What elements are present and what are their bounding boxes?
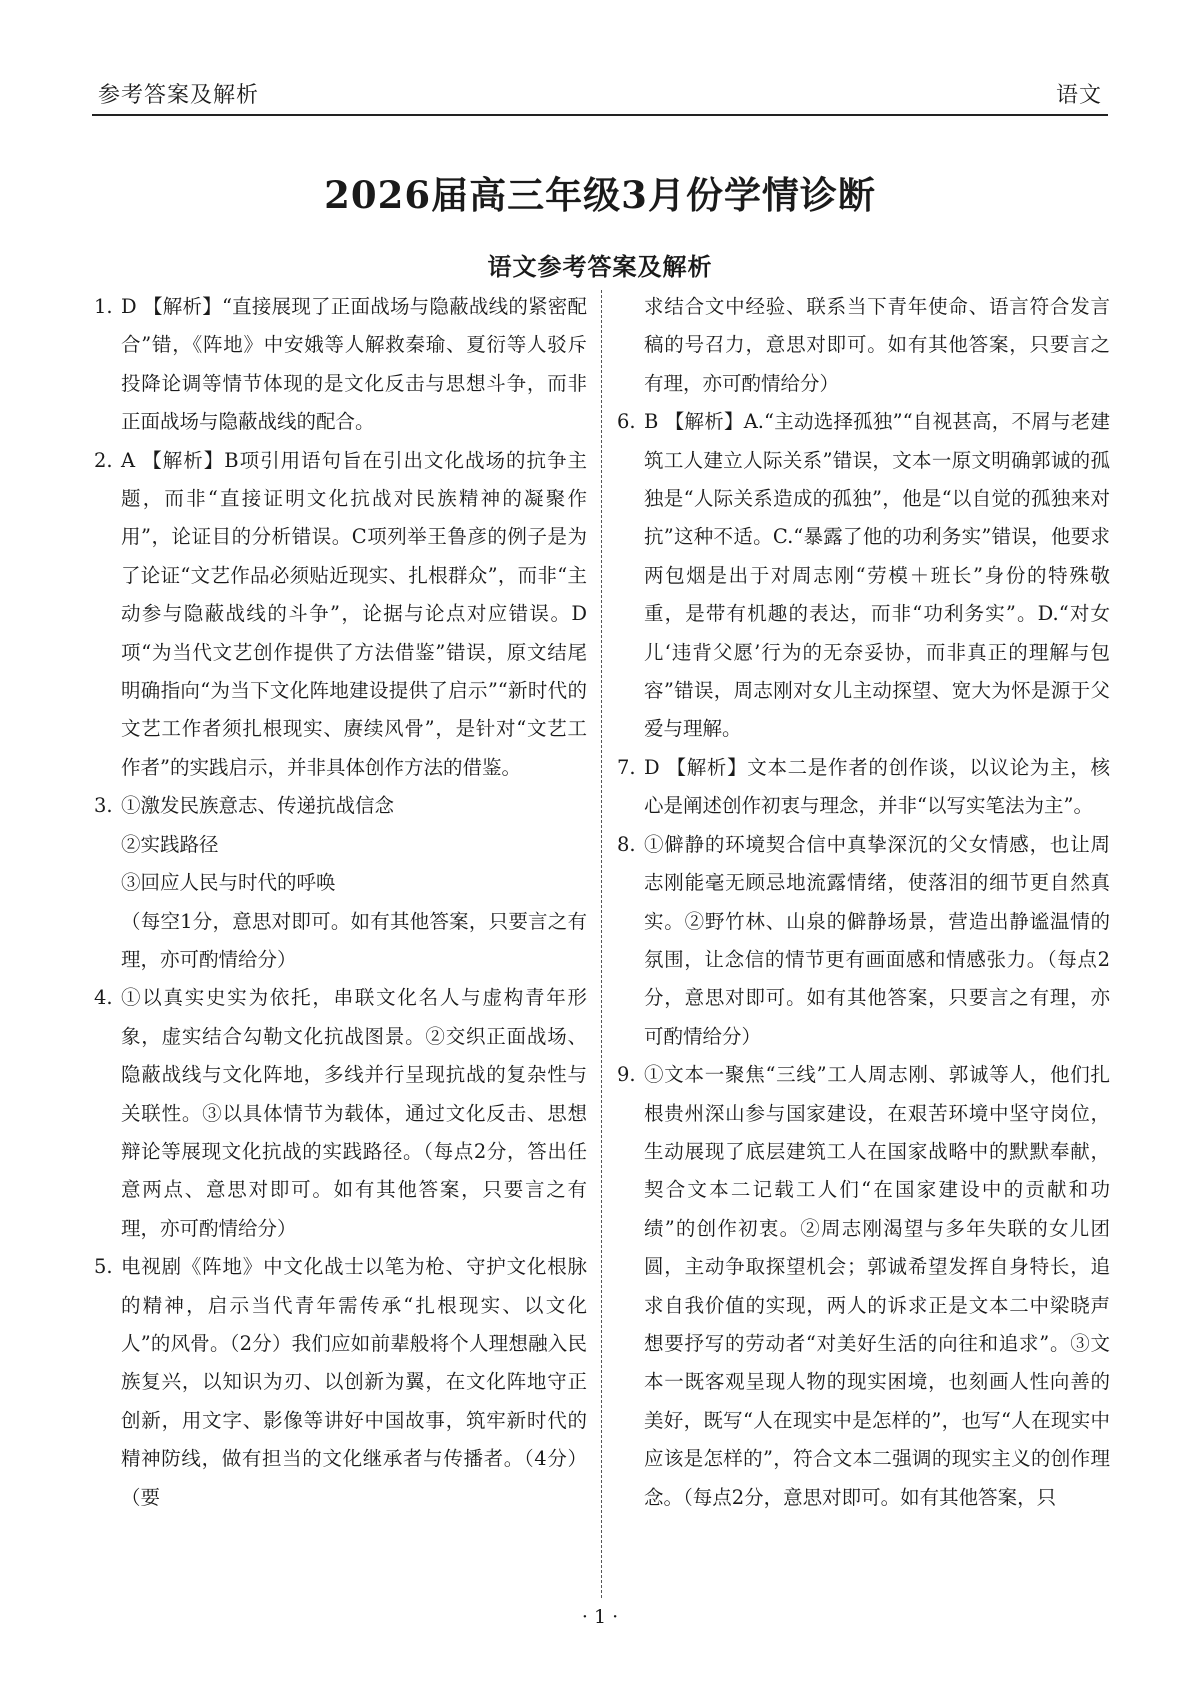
item-text: D 【解析】文本二是作者的创作谈，以议论为主，核心是阐述创作初衷与理念，并非“以写实笔法为主”。 xyxy=(644,755,1110,818)
item-number: 8. xyxy=(617,832,636,856)
item-text: ①以真实史实为依托，串联文化名人与虚构青年形象，虚实结合勾勒文化抗战图景。②交织正面战场、隐蔽战线与文化阵地，多线并行呈现抗战的复杂性与关联性。③以具体情节为载体，通过文化反击、思想辩论等展现文化抗战的实践路径。（每点2分，答出任意两点、意思对即可。如有其他答案，只要言之有理，亦可酌情给分） xyxy=(121,986,587,1240)
answer-item-5-continued xyxy=(617,288,1110,403)
item-text: A 【解析】B项引用语句旨在引出文化战场的抗争主题，而非“直接证明文化抗战对民族精神的凝聚作用”，论证目的分析错误。C项列举王鲁彦的例子是为了论证“文艺作品必须贴近现实、扎根群众”，而非“主动参与隐蔽战线的斗争”，论据与论点对应错误。D项“为当代文艺创作提供了方法借鉴”错误，原文结尾明确指向“为当下文化阵地建设提供了启示”“新时代的文艺工作者须扎根现实、赓续风骨”，是针对“文艺工作者”的实践启示，并非具体创作方法的借鉴。 xyxy=(121,448,587,779)
answer-item-7 xyxy=(617,749,1110,826)
item-number: 4. xyxy=(94,986,113,1010)
item-text: 求结合文中经验、联系当下青年使命、语言符合发言稿的号召力，意思对即可。如有其他答案，只要言之有理，亦可酌情给分） xyxy=(644,295,1110,395)
left-column xyxy=(94,288,587,1517)
item-number: 7. xyxy=(617,755,636,779)
answer-item-4 xyxy=(94,979,587,1248)
header-left-label: 参考答案及解析 xyxy=(98,83,260,108)
item-number: 9. xyxy=(617,1063,636,1087)
item-number: 3. xyxy=(94,794,113,818)
item-text: ①文本一聚焦“三线”工人周志刚、郭诚等人，他们扎根贵州深山参与国家建设，在艰苦环境中坚守岗位，生动展现了底层建筑工人在国家战略中的默默奉献，契合文本二记载工人们“在国家建设中的贡献和功绩”的创作初衷。②周志刚渴望与多年失联的女儿团圆，主动争取探望机会；郭诚希望发挥自身特长，追求自我价值的实现，两人的诉求正是文本二中梁晓声想要抒写的劳动者“对美好生活的向往和追求”。③文本一既客观呈现人物的现实困境，也刻画人性向善的美好，既写“人在现实中是怎样的”，也写“人在现实中应该是怎样的”，符合文本二强调的现实主义的创作理念。（每点2分，意思对即可。如有其他答案，只 xyxy=(644,1063,1110,1509)
item-line: ①激发民族意志、传递抗战信念 xyxy=(121,794,395,818)
right-column xyxy=(617,288,1110,1517)
exam-title: 2026届高三年级3月份学情诊断 xyxy=(324,173,876,217)
item-number: 6. xyxy=(617,410,636,434)
item-line: ③回应人民与时代的呼唤 xyxy=(121,871,336,895)
answer-item-5 xyxy=(94,1248,587,1517)
item-text: ①僻静的环境契合信中真挚深沉的父女情感，也让周志刚能毫无顾忌地流露情绪，使落泪的细节更自然真实。②野竹林、山泉的僻静场景，营造出静谧温情的氛围，让念信的情节更有画面感和情感张力。（每点2分，意思对即可。如有其他答案，只要言之有理，亦可酌情给分） xyxy=(644,832,1110,1048)
item-number: 2. xyxy=(94,448,113,472)
item-number: 1. xyxy=(94,295,113,318)
item-text: 电视剧《阵地》中文化战士以笔为枪、守护文化根脉的精神，启示当代青年需传承“扎根现实、以文化人”的风骨。（2分）我们应如前辈般将个人理想融入民族复兴，以知识为刃、以创新为翼，在文化阵地守正创新，用文字、影像等讲好中国故事，筑牢新时代的精神防线，做有担当的文化继承者与传播者。（4分）（要 xyxy=(121,1255,587,1509)
header-subject-label: 语文 xyxy=(1055,83,1102,108)
item-number: 5. xyxy=(94,1255,113,1279)
answer-item-6 xyxy=(617,403,1110,749)
item-line: ②实践路径 xyxy=(121,832,219,856)
answer-item-1 xyxy=(94,288,587,442)
header-divider xyxy=(92,114,1108,116)
page-number: · 1 · xyxy=(581,1606,619,1628)
answer-item-3 xyxy=(94,787,587,979)
document-subtitle: 语文参考答案及解析 xyxy=(487,252,713,281)
item-text: B 【解析】A.“主动选择孤独”“自视甚高，不屑与老建筑工人建立人际关系”错误，文本一原文明确郭诚的孤独是“人际关系造成的孤独”，他是“以自觉的孤独来对抗”这种不适。C.“暴露了他的功利务实”错误，他要求两包烟是出于对周志刚“劳模＋班长”身份的特殊敬重，是带有机趣的表达，而非“功利务实”。D.“对女儿‘违背父愿’行为的无奈妥协，而非真正的理解与包容”错误，周志刚对女儿主动探望、宽大为怀是源于父爱与理解。 xyxy=(644,410,1110,741)
item-text: D 【解析】“直接展现了正面战场与隐蔽战线的紧密配合”错，《阵地》中安娥等人解救秦瑜、夏衍等人驳斥投降论调等情节体现的是文化反击与思想斗争，而非正面战场与隐蔽战线的配合。 xyxy=(121,295,587,434)
answer-item-9 xyxy=(617,1056,1110,1517)
column-divider xyxy=(601,290,602,1598)
answer-item-2 xyxy=(94,442,587,788)
answer-item-8 xyxy=(617,826,1110,1056)
item-line: （每空1分，意思对即可。如有其他答案，只要言之有理，亦可酌情给分） xyxy=(121,909,587,971)
